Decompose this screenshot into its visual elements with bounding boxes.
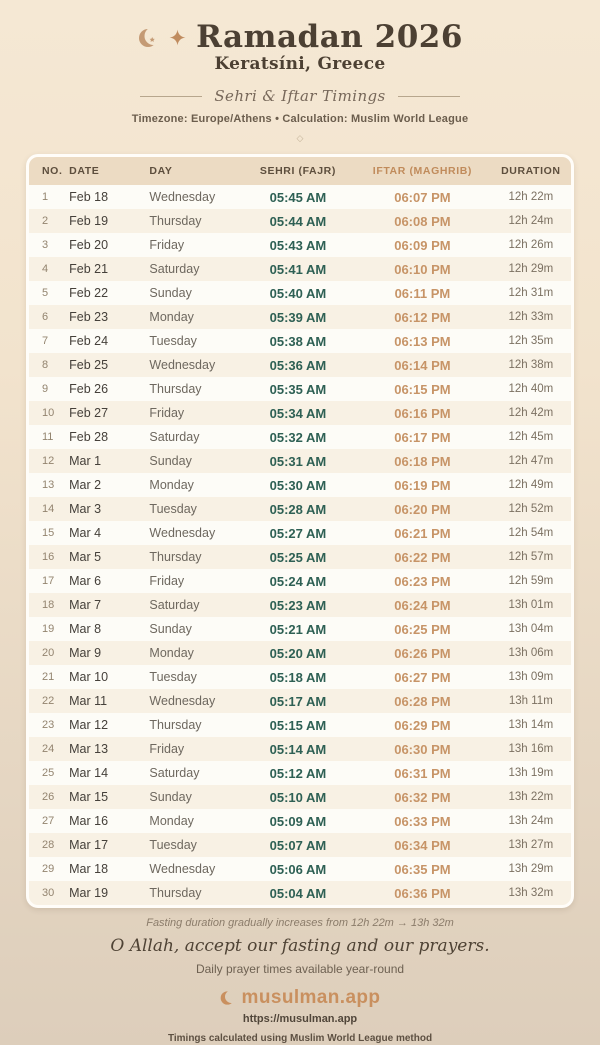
cell-no: 18 [29, 593, 69, 617]
cell-duration: 12h 40m [491, 377, 571, 401]
table-row [29, 233, 571, 257]
cell-day: Sunday [149, 617, 241, 641]
cell-day: Saturday [149, 425, 241, 449]
cell-sehri-time: 05:21 AM [242, 617, 354, 641]
cell-day: Monday [149, 809, 241, 833]
cell-day: Thursday [149, 209, 241, 233]
cell-duration: 13h 06m [491, 641, 571, 665]
divider-line-left [140, 96, 202, 97]
title-row [0, 19, 600, 55]
table-row [29, 209, 571, 233]
table-row [29, 785, 571, 809]
cell-duration: 13h 24m [491, 809, 571, 833]
cell-day: Thursday [149, 881, 241, 905]
cell-day: Sunday [149, 785, 241, 809]
cell-no: 20 [29, 641, 69, 665]
cell-no: 8 [29, 353, 69, 377]
cell-date: Feb 28 [69, 425, 149, 449]
cell-day: Thursday [149, 377, 241, 401]
col-header-iftar: IFTAR (MAGHRIB) [354, 157, 491, 185]
page-title: Ramadan 2026 [196, 19, 463, 55]
timings-table-body [29, 185, 571, 905]
timings-table-head [29, 157, 571, 185]
cell-no: 26 [29, 785, 69, 809]
col-header-sehri: SEHRI (FAJR) [242, 157, 354, 185]
cell-sehri-time: 05:09 AM [242, 809, 354, 833]
cell-duration: 13h 29m [491, 857, 571, 881]
cell-no: 24 [29, 737, 69, 761]
cell-day: Sunday [149, 281, 241, 305]
cell-sehri-time: 05:28 AM [242, 497, 354, 521]
table-row [29, 593, 571, 617]
cell-no: 10 [29, 401, 69, 425]
cell-no: 4 [29, 257, 69, 281]
cell-day: Saturday [149, 761, 241, 785]
table-row [29, 641, 571, 665]
cell-duration: 12h 31m [491, 281, 571, 305]
cell-date: Mar 7 [69, 593, 149, 617]
table-row [29, 521, 571, 545]
brand-name: musulman.app [241, 987, 381, 1008]
cell-date: Mar 11 [69, 689, 149, 713]
cell-date: Mar 5 [69, 545, 149, 569]
table-row [29, 689, 571, 713]
four-point-star-icon [168, 28, 187, 47]
cell-duration: 13h 32m [491, 881, 571, 905]
table-row [29, 305, 571, 329]
cell-iftar-time: 06:20 PM [354, 497, 491, 521]
cell-day: Wednesday [149, 857, 241, 881]
cell-sehri-time: 05:23 AM [242, 593, 354, 617]
timings-table-wrap [29, 157, 571, 905]
cell-duration: 12h 33m [491, 305, 571, 329]
cell-date: Mar 3 [69, 497, 149, 521]
cell-no: 28 [29, 833, 69, 857]
cell-day: Tuesday [149, 329, 241, 353]
cell-date: Mar 16 [69, 809, 149, 833]
cell-day: Wednesday [149, 353, 241, 377]
table-row [29, 401, 571, 425]
cell-sehri-time: 05:18 AM [242, 665, 354, 689]
cell-day: Tuesday [149, 833, 241, 857]
cell-iftar-time: 06:21 PM [354, 521, 491, 545]
cell-sehri-time: 05:44 AM [242, 209, 354, 233]
crescent-moon-with-star-icon [137, 26, 161, 50]
table-row [29, 353, 571, 377]
col-header-day: DAY [149, 157, 241, 185]
cell-sehri-time: 05:32 AM [242, 425, 354, 449]
cell-date: Feb 27 [69, 401, 149, 425]
cell-no: 29 [29, 857, 69, 881]
cell-sehri-time: 05:27 AM [242, 521, 354, 545]
cell-no: 23 [29, 713, 69, 737]
table-row [29, 809, 571, 833]
cell-day: Monday [149, 305, 241, 329]
cell-date: Feb 22 [69, 281, 149, 305]
cell-duration: 13h 09m [491, 665, 571, 689]
cell-iftar-time: 06:28 PM [354, 689, 491, 713]
cell-date: Feb 23 [69, 305, 149, 329]
cell-no: 9 [29, 377, 69, 401]
table-row [29, 425, 571, 449]
table-row [29, 761, 571, 785]
cell-no: 21 [29, 665, 69, 689]
cell-sehri-time: 05:38 AM [242, 329, 354, 353]
cell-sehri-time: 05:43 AM [242, 233, 354, 257]
cell-no: 11 [29, 425, 69, 449]
cell-no: 14 [29, 497, 69, 521]
cell-day: Tuesday [149, 665, 241, 689]
cell-date: Mar 18 [69, 857, 149, 881]
cell-iftar-time: 06:16 PM [354, 401, 491, 425]
cell-date: Mar 12 [69, 713, 149, 737]
cell-date: Feb 24 [69, 329, 149, 353]
cell-date: Feb 20 [69, 233, 149, 257]
cell-iftar-time: 06:29 PM [354, 713, 491, 737]
cell-day: Wednesday [149, 521, 241, 545]
cell-duration: 13h 04m [491, 617, 571, 641]
cell-no: 6 [29, 305, 69, 329]
table-row [29, 281, 571, 305]
cell-sehri-time: 05:45 AM [242, 185, 354, 209]
cell-iftar-time: 06:08 PM [354, 209, 491, 233]
cell-no: 2 [29, 209, 69, 233]
cell-iftar-time: 06:30 PM [354, 737, 491, 761]
cell-date: Feb 19 [69, 209, 149, 233]
page-footer [0, 917, 600, 1044]
table-row [29, 881, 571, 905]
cell-day: Thursday [149, 713, 241, 737]
cell-duration: 12h 29m [491, 257, 571, 281]
cell-duration: 12h 47m [491, 449, 571, 473]
cell-iftar-time: 06:10 PM [354, 257, 491, 281]
table-row [29, 449, 571, 473]
cell-day: Saturday [149, 593, 241, 617]
cell-date: Mar 8 [69, 617, 149, 641]
cell-iftar-time: 06:33 PM [354, 809, 491, 833]
cell-duration: 12h 26m [491, 233, 571, 257]
cell-sehri-time: 05:30 AM [242, 473, 354, 497]
cell-iftar-time: 06:19 PM [354, 473, 491, 497]
cell-no: 27 [29, 809, 69, 833]
table-row [29, 713, 571, 737]
cell-sehri-time: 05:12 AM [242, 761, 354, 785]
page-header [0, 0, 600, 143]
cell-iftar-time: 06:35 PM [354, 857, 491, 881]
cell-duration: 12h 42m [491, 401, 571, 425]
cell-duration: 12h 22m [491, 185, 571, 209]
col-header-date: DATE [69, 157, 149, 185]
title-icons [137, 26, 187, 50]
cell-no: 19 [29, 617, 69, 641]
cell-iftar-time: 06:15 PM [354, 377, 491, 401]
cell-duration: 12h 52m [491, 497, 571, 521]
cell-duration: 12h 49m [491, 473, 571, 497]
col-header-duration: DURATION [491, 157, 571, 185]
cell-no: 16 [29, 545, 69, 569]
subtitle: Sehri & Iftar Timings [214, 87, 386, 105]
cell-date: Feb 21 [69, 257, 149, 281]
cell-day: Wednesday [149, 689, 241, 713]
cell-duration: 12h 24m [491, 209, 571, 233]
cell-date: Mar 9 [69, 641, 149, 665]
cell-duration: 13h 19m [491, 761, 571, 785]
cell-no: 1 [29, 185, 69, 209]
cell-iftar-time: 06:24 PM [354, 593, 491, 617]
table-row [29, 257, 571, 281]
cell-date: Mar 2 [69, 473, 149, 497]
table-row [29, 329, 571, 353]
cell-duration: 12h 35m [491, 329, 571, 353]
header-row [29, 157, 571, 185]
cell-duration: 12h 57m [491, 545, 571, 569]
cell-iftar-time: 06:14 PM [354, 353, 491, 377]
cell-sehri-time: 05:15 AM [242, 713, 354, 737]
cell-date: Mar 19 [69, 881, 149, 905]
cell-no: 22 [29, 689, 69, 713]
cell-date: Mar 17 [69, 833, 149, 857]
cell-iftar-time: 06:26 PM [354, 641, 491, 665]
subtitle-divider [0, 87, 600, 105]
cell-duration: 13h 16m [491, 737, 571, 761]
cell-duration: 13h 22m [491, 785, 571, 809]
cell-sehri-time: 05:04 AM [242, 881, 354, 905]
cell-no: 5 [29, 281, 69, 305]
cell-sehri-time: 05:17 AM [242, 689, 354, 713]
cell-duration: 13h 11m [491, 689, 571, 713]
timings-table [29, 157, 571, 905]
cell-sehri-time: 05:24 AM [242, 569, 354, 593]
brand-url[interactable]: https://musulman.app [242, 1013, 358, 1025]
cell-day: Sunday [149, 449, 241, 473]
cell-iftar-time: 06:25 PM [354, 617, 491, 641]
cell-day: Friday [149, 737, 241, 761]
cell-duration: 12h 38m [491, 353, 571, 377]
table-row [29, 185, 571, 209]
cell-duration: 13h 01m [491, 593, 571, 617]
availability-note: Daily prayer times available year-round [195, 962, 405, 976]
cell-iftar-time: 06:12 PM [354, 305, 491, 329]
cell-sehri-time: 05:10 AM [242, 785, 354, 809]
divider-line-right [398, 96, 460, 97]
table-row [29, 737, 571, 761]
cell-no: 30 [29, 881, 69, 905]
cell-sehri-time: 05:36 AM [242, 353, 354, 377]
cell-iftar-time: 06:31 PM [354, 761, 491, 785]
crescent-moon-icon [220, 990, 236, 1006]
cell-iftar-time: 06:11 PM [354, 281, 491, 305]
table-row [29, 377, 571, 401]
cell-sehri-time: 05:20 AM [242, 641, 354, 665]
cell-no: 25 [29, 761, 69, 785]
table-row [29, 497, 571, 521]
timezone-calculation-meta: Timezone: Europe/Athens • Calculation: Muslim World League [131, 113, 469, 125]
cell-date: Mar 13 [69, 737, 149, 761]
cell-date: Mar 4 [69, 521, 149, 545]
cell-date: Mar 1 [69, 449, 149, 473]
cell-date: Feb 18 [69, 185, 149, 209]
cell-day: Friday [149, 233, 241, 257]
location-label: Keratsíni, Greece [214, 54, 386, 74]
cell-day: Friday [149, 401, 241, 425]
table-row [29, 617, 571, 641]
cell-iftar-time: 06:32 PM [354, 785, 491, 809]
cell-sehri-time: 05:31 AM [242, 449, 354, 473]
cell-duration: 12h 59m [491, 569, 571, 593]
cell-date: Mar 10 [69, 665, 149, 689]
dua-text: O Allah, accept our fasting and our prayers. [110, 936, 490, 956]
cell-day: Monday [149, 473, 241, 497]
cell-sehri-time: 05:06 AM [242, 857, 354, 881]
cell-iftar-time: 06:36 PM [354, 881, 491, 905]
cell-sehri-time: 05:07 AM [242, 833, 354, 857]
timings-card [26, 154, 574, 908]
cell-day: Friday [149, 569, 241, 593]
cell-sehri-time: 05:41 AM [242, 257, 354, 281]
table-row [29, 665, 571, 689]
cell-duration: 12h 45m [491, 425, 571, 449]
cell-iftar-time: 06:23 PM [354, 569, 491, 593]
diamond-icon: ◇ [296, 133, 304, 143]
cell-sehri-time: 05:14 AM [242, 737, 354, 761]
cell-no: 12 [29, 449, 69, 473]
fasting-duration-note: Fasting duration gradually increases from 12h 22m → 13h 32m [146, 917, 454, 929]
table-row [29, 833, 571, 857]
cell-date: Mar 14 [69, 761, 149, 785]
brand-link[interactable] [0, 987, 600, 1009]
cell-iftar-time: 06:34 PM [354, 833, 491, 857]
cell-date: Feb 25 [69, 353, 149, 377]
table-row [29, 857, 571, 881]
cell-no: 15 [29, 521, 69, 545]
cell-iftar-time: 06:27 PM [354, 665, 491, 689]
cell-date: Feb 26 [69, 377, 149, 401]
cell-sehri-time: 05:25 AM [242, 545, 354, 569]
cell-no: 17 [29, 569, 69, 593]
cell-no: 7 [29, 329, 69, 353]
cell-day: Tuesday [149, 497, 241, 521]
cell-duration: 12h 54m [491, 521, 571, 545]
cell-day: Monday [149, 641, 241, 665]
cell-sehri-time: 05:34 AM [242, 401, 354, 425]
cell-sehri-time: 05:35 AM [242, 377, 354, 401]
table-row [29, 545, 571, 569]
cell-day: Saturday [149, 257, 241, 281]
cell-no: 3 [29, 233, 69, 257]
cell-sehri-time: 05:40 AM [242, 281, 354, 305]
cell-iftar-time: 06:09 PM [354, 233, 491, 257]
cell-date: Mar 15 [69, 785, 149, 809]
cell-duration: 13h 14m [491, 713, 571, 737]
col-header-no: NO. [29, 157, 69, 185]
cell-day: Thursday [149, 545, 241, 569]
cell-duration: 13h 27m [491, 833, 571, 857]
cell-iftar-time: 06:18 PM [354, 449, 491, 473]
cell-iftar-time: 06:13 PM [354, 329, 491, 353]
cell-no: 13 [29, 473, 69, 497]
calculation-method-note: Timings calculated using Muslim World League method [167, 1033, 433, 1044]
table-row [29, 569, 571, 593]
cell-iftar-time: 06:22 PM [354, 545, 491, 569]
cell-iftar-time: 06:17 PM [354, 425, 491, 449]
table-row [29, 473, 571, 497]
cell-date: Mar 6 [69, 569, 149, 593]
cell-sehri-time: 05:39 AM [242, 305, 354, 329]
cell-iftar-time: 06:07 PM [354, 185, 491, 209]
cell-day: Wednesday [149, 185, 241, 209]
